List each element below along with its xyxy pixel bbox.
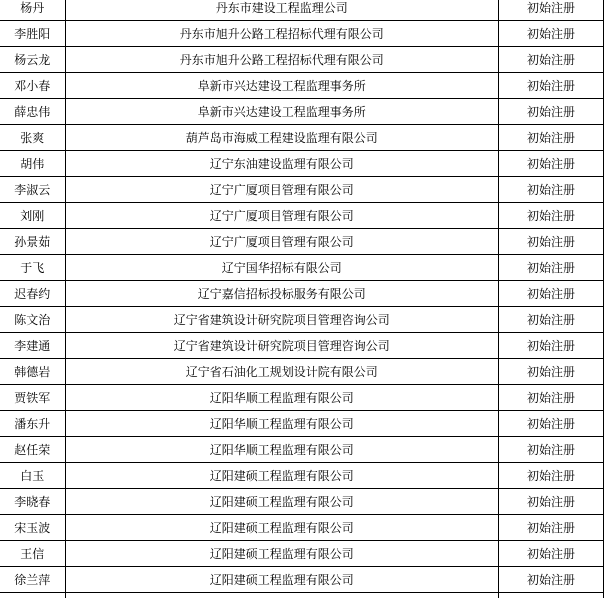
table-row [0,203,604,229]
registration-type-cell: 初始注册 [498,125,603,151]
company-cell: 辽阳建硕工程监理有限公司 [65,541,498,567]
registration-type-cell: 初始注册 [498,151,603,177]
company-cell: 辽阳华顺工程监理有限公司 [65,411,498,437]
company-cell: 辽宁广厦项目管理有限公司 [65,229,498,255]
registration-type-cell: 初始注册 [498,385,603,411]
company-cell: 葫芦岛市海威工程建设监理有限公司 [65,125,498,151]
table-row [0,255,604,281]
person-name-cell: 李淑云 [0,177,65,203]
person-name-cell: 薛忠伟 [0,99,65,125]
person-name-cell: 杨丹 [0,0,65,21]
table-row [0,125,604,151]
person-name-cell: 李晓春 [0,489,65,515]
company-cell: 辽宁广厦项目管理有限公司 [65,203,498,229]
table-row [0,229,604,255]
company-cell: 辽宁省建筑设计研究院项目管理咨询公司 [65,307,498,333]
registration-type-cell: 初始注册 [498,515,603,541]
registration-type-cell: 初始注册 [498,541,603,567]
person-name-cell: 陈文治 [0,307,65,333]
empty-cell [0,593,65,598]
registration-type-cell: 初始注册 [498,333,603,359]
person-name-cell: 杨云龙 [0,47,65,73]
registration-type-cell: 初始注册 [498,489,603,515]
table-row [0,307,604,333]
table-row [0,0,604,21]
person-name-cell: 胡伟 [0,151,65,177]
registration-type-cell: 初始注册 [498,21,603,47]
registration-type-cell: 初始注册 [498,567,603,593]
table-row [0,463,604,489]
company-cell: 辽宁国华招标有限公司 [65,255,498,281]
company-cell: 辽阳建硕工程监理有限公司 [65,489,498,515]
company-cell: 辽宁省石油化工规划设计院有限公司 [65,359,498,385]
table-row [0,385,604,411]
table-row [0,515,604,541]
table-row [0,567,604,593]
table-row-partial [0,593,604,598]
company-cell: 辽阳建硕工程监理有限公司 [65,515,498,541]
table-row [0,541,604,567]
person-name-cell: 徐兰萍 [0,567,65,593]
table-row [0,99,604,125]
person-name-cell: 迟春约 [0,281,65,307]
table-row [0,411,604,437]
person-name-cell: 于飞 [0,255,65,281]
person-name-cell: 白玉 [0,463,65,489]
registration-type-cell: 初始注册 [498,47,603,73]
registration-type-cell: 初始注册 [498,177,603,203]
table-row [0,47,604,73]
person-name-cell: 张爽 [0,125,65,151]
table-row [0,437,604,463]
registration-type-cell: 初始注册 [498,203,603,229]
person-name-cell: 韩德岩 [0,359,65,385]
company-cell: 丹东市旭升公路工程招标代理有限公司 [65,47,498,73]
registration-type-cell: 初始注册 [498,73,603,99]
person-name-cell: 潘东升 [0,411,65,437]
registration-type-cell: 初始注册 [498,437,603,463]
person-name-cell: 赵任荣 [0,437,65,463]
table-row [0,489,604,515]
person-name-cell: 宋玉波 [0,515,65,541]
table-row [0,73,604,99]
person-name-cell: 王信 [0,541,65,567]
company-cell: 阜新市兴达建设工程监理事务所 [65,99,498,125]
person-name-cell: 贾铁军 [0,385,65,411]
company-cell: 辽阳建硕工程监理有限公司 [65,463,498,489]
registration-type-cell: 初始注册 [498,0,603,21]
company-cell: 辽宁省建筑设计研究院项目管理咨询公司 [65,333,498,359]
registration-type-cell: 初始注册 [498,99,603,125]
table-row [0,177,604,203]
person-name-cell: 刘刚 [0,203,65,229]
company-cell: 辽阳建硕工程监理有限公司 [65,567,498,593]
person-name-cell: 李胜阳 [0,21,65,47]
registration-type-cell: 初始注册 [498,255,603,281]
empty-cell [65,593,498,598]
company-cell: 辽宁嘉信招标投标服务有限公司 [65,281,498,307]
person-name-cell: 李建通 [0,333,65,359]
registration-type-cell: 初始注册 [498,307,603,333]
person-name-cell: 孙景茹 [0,229,65,255]
table-row [0,333,604,359]
table-row [0,359,604,385]
registration-type-cell: 初始注册 [498,411,603,437]
registration-type-cell: 初始注册 [498,229,603,255]
registration-type-cell: 初始注册 [498,281,603,307]
company-cell: 辽阳华顺工程监理有限公司 [65,385,498,411]
registration-type-cell: 初始注册 [498,463,603,489]
company-cell: 阜新市兴达建设工程监理事务所 [65,73,498,99]
table-row [0,151,604,177]
person-name-cell: 邓小春 [0,73,65,99]
company-cell: 辽阳华顺工程监理有限公司 [65,437,498,463]
table-row [0,21,604,47]
registration-type-cell: 初始注册 [498,359,603,385]
empty-cell [498,593,603,598]
company-cell: 丹东市旭升公路工程招标代理有限公司 [65,21,498,47]
table-row [0,281,604,307]
company-cell: 丹东市建设工程监理公司 [65,0,498,21]
company-cell: 辽宁广厦项目管理有限公司 [65,177,498,203]
company-cell: 辽宁东油建设监理有限公司 [65,151,498,177]
